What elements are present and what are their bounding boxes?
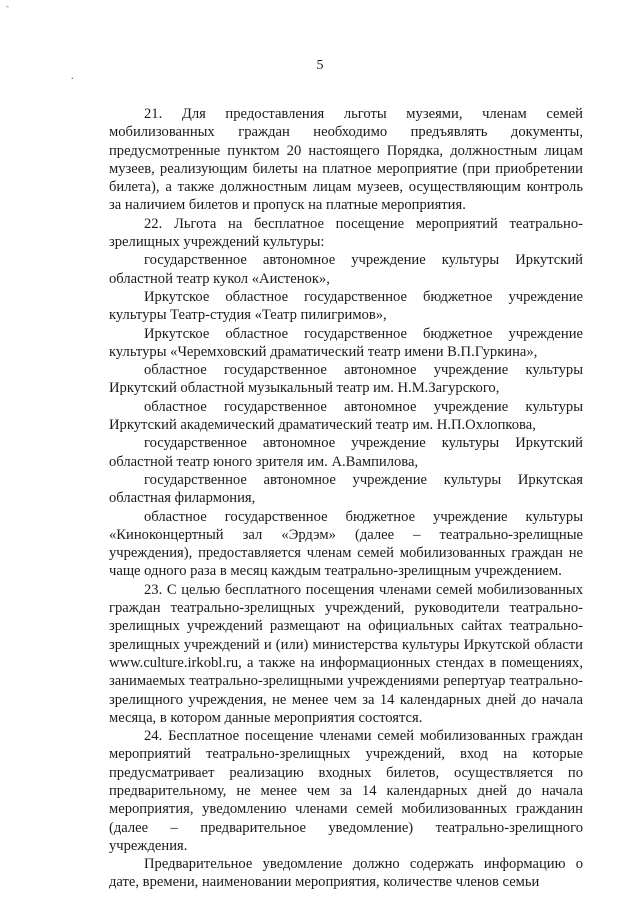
theatre-item-okhlopkov: областное государственное автономное учреждение культуры Иркутский академический драматический театр им. Н.П.Охлопкова,	[109, 398, 583, 434]
paragraph-23: 23. С целью бесплатного посещения членами семей мобилизованных граждан театрально-зрелищных учреждений, руководители театрально-зрелищных учреждений размещают на официальных сайтах театрально-зрелищных учреждений и (или) министерства культуры Иркутской области www.culture.irkobl.ru, а также на информационных стендах в помещениях, занимаемых театрально-зрелищными учреждениями репертуар театрально-зрелищного учреждения, не менее чем за 14 календарных дней до начала месяца, в котором данные мероприятия состоятся.	[109, 581, 583, 726]
paragraph-notification: Предварительное уведомление должно содержать информацию о дате, времени, наименовании мероприятия, количестве членов семьи	[109, 856, 583, 891]
scan-mark-top-left: -	[6, 1, 9, 11]
theatre-item-erdem: областное государственное бюджетное учреждение культуры «Киноконцертный зал «Эрдэм» (далее – театрально-зрелищные учреждения), предоставляется членам семей мобилизованных граждан не чаще одного раза в месяц каждым театрально-зрелищным учреждением.	[109, 508, 583, 580]
theatre-item-zagursky: областное государственное автономное учреждение культуры Иркутский областной музыкальный театр им. Н.М.Загурского,	[109, 362, 583, 397]
page-number: 5	[316, 58, 324, 73]
theatre-item-cheremkhovo: Иркутское областное государственное бюджетное учреждение культуры «Черемховский драматический театр имени В.П.Гуркина»,	[109, 325, 583, 360]
paragraph-24: 24. Бесплатное посещение членами семей мобилизованных граждан мероприятий театрально-зрелищных учреждений, вход на которые предусматривает реализацию входных билетов, осуществляется по предварительному, не менее чем за 14 календарных дней до начала мероприятия, уведомлению членами семей мобилизованных гражданин (далее – предварительное уведомление) театрально-зрелищного учреждения.	[109, 728, 583, 854]
paragraph-22: 22. Льгота на бесплатное посещение мероприятий театрально-зрелищных учреждений культуры:	[109, 215, 583, 251]
theatre-item-piligrimov: Иркутское областное государственное бюджетное учреждение культуры Театр-студия «Театр пилигримов»,	[109, 288, 583, 324]
document-body	[109, 105, 583, 892]
paragraph-21: 21. Для предоставления льготы музеями, членам семей мобилизованных граждан необходимо предъявлять документы, предусмотренные пунктом 20 настоящего Порядка, должностным лицам музеев, реализующим билеты на платное мероприятие (при приобретении билета), а также должностным лицам музеев, осуществляющим контроль за наличием билетов и пропуск на платные мероприятия.	[109, 106, 583, 214]
theatre-item-aistenok: государственное автономное учреждение культуры Иркутский областной театр кукол «Аистенок»,	[109, 252, 583, 287]
scan-mark-left: .	[71, 71, 74, 82]
theatre-item-philharmonic: государственное автономное учреждение культуры Иркутская областная филармония,	[109, 471, 583, 507]
theatre-item-vampilov: государственное автономное учреждение культуры Иркутский областной театр юного зрителя им. А.Вампилова,	[109, 435, 583, 470]
